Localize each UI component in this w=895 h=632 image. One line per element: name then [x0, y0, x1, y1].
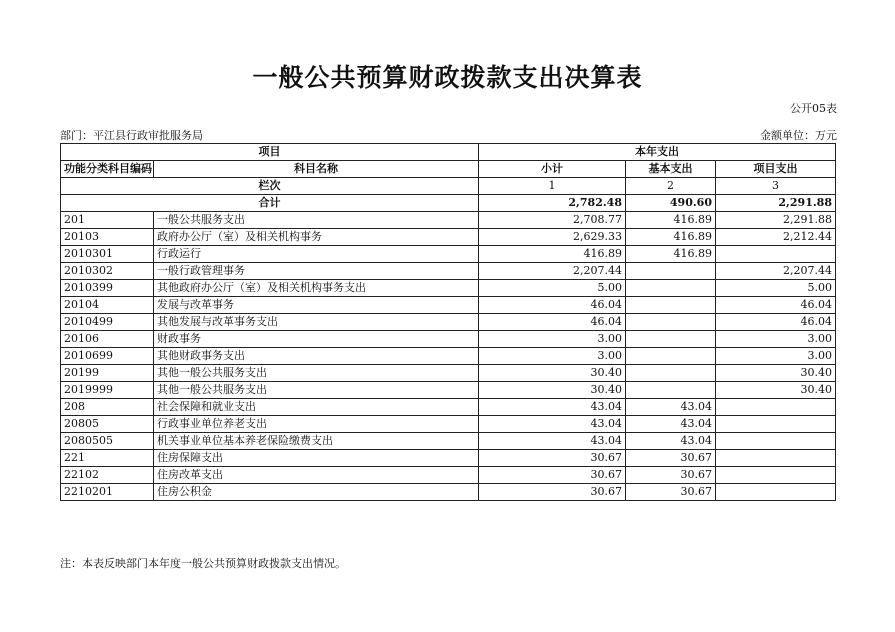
row-project — [716, 450, 836, 467]
row-name: 其他一般公共服务支出 — [154, 382, 479, 399]
row-code: 208 — [61, 399, 154, 416]
row-name: 社会保障和就业支出 — [154, 399, 479, 416]
row-basic — [626, 331, 716, 348]
total-row — [61, 195, 836, 212]
total-project: 2,291.88 — [716, 195, 836, 212]
row-basic — [626, 382, 716, 399]
table-row — [61, 297, 836, 314]
row-name: 住房改革支出 — [154, 467, 479, 484]
header-basic: 基本支出 — [626, 161, 716, 178]
row-basic: 416.89 — [626, 246, 716, 263]
row-basic: 30.67 — [626, 450, 716, 467]
row-subtotal: 46.04 — [479, 314, 626, 331]
table-row — [61, 212, 836, 229]
row-subtotal: 5.00 — [479, 280, 626, 297]
row-project — [716, 399, 836, 416]
table-row — [61, 433, 836, 450]
row-name: 其他财政事务支出 — [154, 348, 479, 365]
form-number: 公开05表 — [790, 102, 837, 115]
table-row — [61, 331, 836, 348]
row-basic — [626, 365, 716, 382]
expenditure-table — [60, 143, 836, 501]
table-row — [61, 229, 836, 246]
row-subtotal: 30.67 — [479, 450, 626, 467]
row-index-3: 3 — [716, 178, 836, 195]
meta-line — [60, 127, 837, 143]
row-subtotal: 416.89 — [479, 246, 626, 263]
row-project: 30.40 — [716, 365, 836, 382]
header-subtotal: 小计 — [479, 161, 626, 178]
row-code: 2010301 — [61, 246, 154, 263]
row-name: 行政事业单位养老支出 — [154, 416, 479, 433]
table-row — [61, 484, 836, 501]
row-name: 行政运行 — [154, 246, 479, 263]
row-project — [716, 467, 836, 484]
row-project: 2,212.44 — [716, 229, 836, 246]
table-row — [61, 263, 836, 280]
row-project: 3.00 — [716, 331, 836, 348]
row-basic: 43.04 — [626, 433, 716, 450]
row-project — [716, 484, 836, 501]
row-name: 财政事务 — [154, 331, 479, 348]
header-project: 项目支出 — [716, 161, 836, 178]
row-name: 一般行政管理事务 — [154, 263, 479, 280]
row-name: 政府办公厅（室）及相关机构事务 — [154, 229, 479, 246]
total-subtotal: 2,782.48 — [479, 195, 626, 212]
row-code: 20104 — [61, 297, 154, 314]
row-code: 2080505 — [61, 433, 154, 450]
row-code: 221 — [61, 450, 154, 467]
row-project: 2,291.88 — [716, 212, 836, 229]
row-project: 5.00 — [716, 280, 836, 297]
row-subtotal: 2,629.33 — [479, 229, 626, 246]
table-row — [61, 280, 836, 297]
row-basic — [626, 314, 716, 331]
row-code: 20103 — [61, 229, 154, 246]
row-code: 2019999 — [61, 382, 154, 399]
row-code: 201 — [61, 212, 154, 229]
row-basic — [626, 297, 716, 314]
row-project: 3.00 — [716, 348, 836, 365]
row-subtotal: 43.04 — [479, 433, 626, 450]
row-basic: 30.67 — [626, 484, 716, 501]
row-name: 其他一般公共服务支出 — [154, 365, 479, 382]
row-code: 20805 — [61, 416, 154, 433]
header-code: 功能分类科目编码 — [61, 161, 154, 178]
row-name: 住房公积金 — [154, 484, 479, 501]
row-code: 22102 — [61, 467, 154, 484]
row-basic: 43.04 — [626, 399, 716, 416]
row-basic — [626, 348, 716, 365]
footnote: 注：本表反映部门本年度一般公共预算财政拨款支出情况。 — [60, 557, 346, 570]
header-current-group: 本年支出 — [479, 144, 836, 161]
table-row — [61, 450, 836, 467]
row-project: 46.04 — [716, 314, 836, 331]
row-subtotal: 30.67 — [479, 484, 626, 501]
total-label: 合计 — [61, 195, 479, 212]
table-row — [61, 348, 836, 365]
row-subtotal: 30.40 — [479, 382, 626, 399]
row-subtotal: 2,708.77 — [479, 212, 626, 229]
row-code: 20106 — [61, 331, 154, 348]
row-name: 机关事业单位基本养老保险缴费支出 — [154, 433, 479, 450]
table-row — [61, 416, 836, 433]
row-subtotal: 2,207.44 — [479, 263, 626, 280]
page-title: 一般公共预算财政拨款支出决算表 — [252, 63, 643, 92]
department-label: 部门：平江县行政审批服务局 — [60, 129, 203, 142]
row-basic: 416.89 — [626, 212, 716, 229]
row-project — [716, 416, 836, 433]
header-item-group: 项目 — [61, 144, 479, 161]
row-subtotal: 3.00 — [479, 348, 626, 365]
header-name: 科目名称 — [154, 161, 479, 178]
row-index-2: 2 — [626, 178, 716, 195]
row-code: 20199 — [61, 365, 154, 382]
row-index-label: 栏次 — [61, 178, 479, 195]
row-name: 其他发展与改革事务支出 — [154, 314, 479, 331]
table-row — [61, 246, 836, 263]
row-basic: 30.67 — [626, 467, 716, 484]
row-index-1: 1 — [479, 178, 626, 195]
row-subtotal: 30.40 — [479, 365, 626, 382]
row-name: 其他政府办公厅（室）及相关机构事务支出 — [154, 280, 479, 297]
row-project — [716, 433, 836, 450]
row-name: 住房保障支出 — [154, 450, 479, 467]
unit-label: 金额单位：万元 — [760, 129, 837, 142]
row-project: 46.04 — [716, 297, 836, 314]
table-row — [61, 314, 836, 331]
row-project: 30.40 — [716, 382, 836, 399]
total-basic: 490.60 — [626, 195, 716, 212]
table-row — [61, 399, 836, 416]
row-project — [716, 246, 836, 263]
table-row — [61, 467, 836, 484]
row-project: 2,207.44 — [716, 263, 836, 280]
row-code: 2210201 — [61, 484, 154, 501]
row-subtotal: 43.04 — [479, 399, 626, 416]
row-code: 2010302 — [61, 263, 154, 280]
row-basic — [626, 263, 716, 280]
row-basic: 416.89 — [626, 229, 716, 246]
row-subtotal: 46.04 — [479, 297, 626, 314]
row-code: 2010699 — [61, 348, 154, 365]
row-basic — [626, 280, 716, 297]
row-name: 发展与改革事务 — [154, 297, 479, 314]
row-basic: 43.04 — [626, 416, 716, 433]
row-subtotal: 3.00 — [479, 331, 626, 348]
row-subtotal: 30.67 — [479, 467, 626, 484]
row-code: 2010499 — [61, 314, 154, 331]
row-code: 2010399 — [61, 280, 154, 297]
row-name: 一般公共服务支出 — [154, 212, 479, 229]
table-row — [61, 365, 836, 382]
table-row — [61, 382, 836, 399]
row-subtotal: 43.04 — [479, 416, 626, 433]
